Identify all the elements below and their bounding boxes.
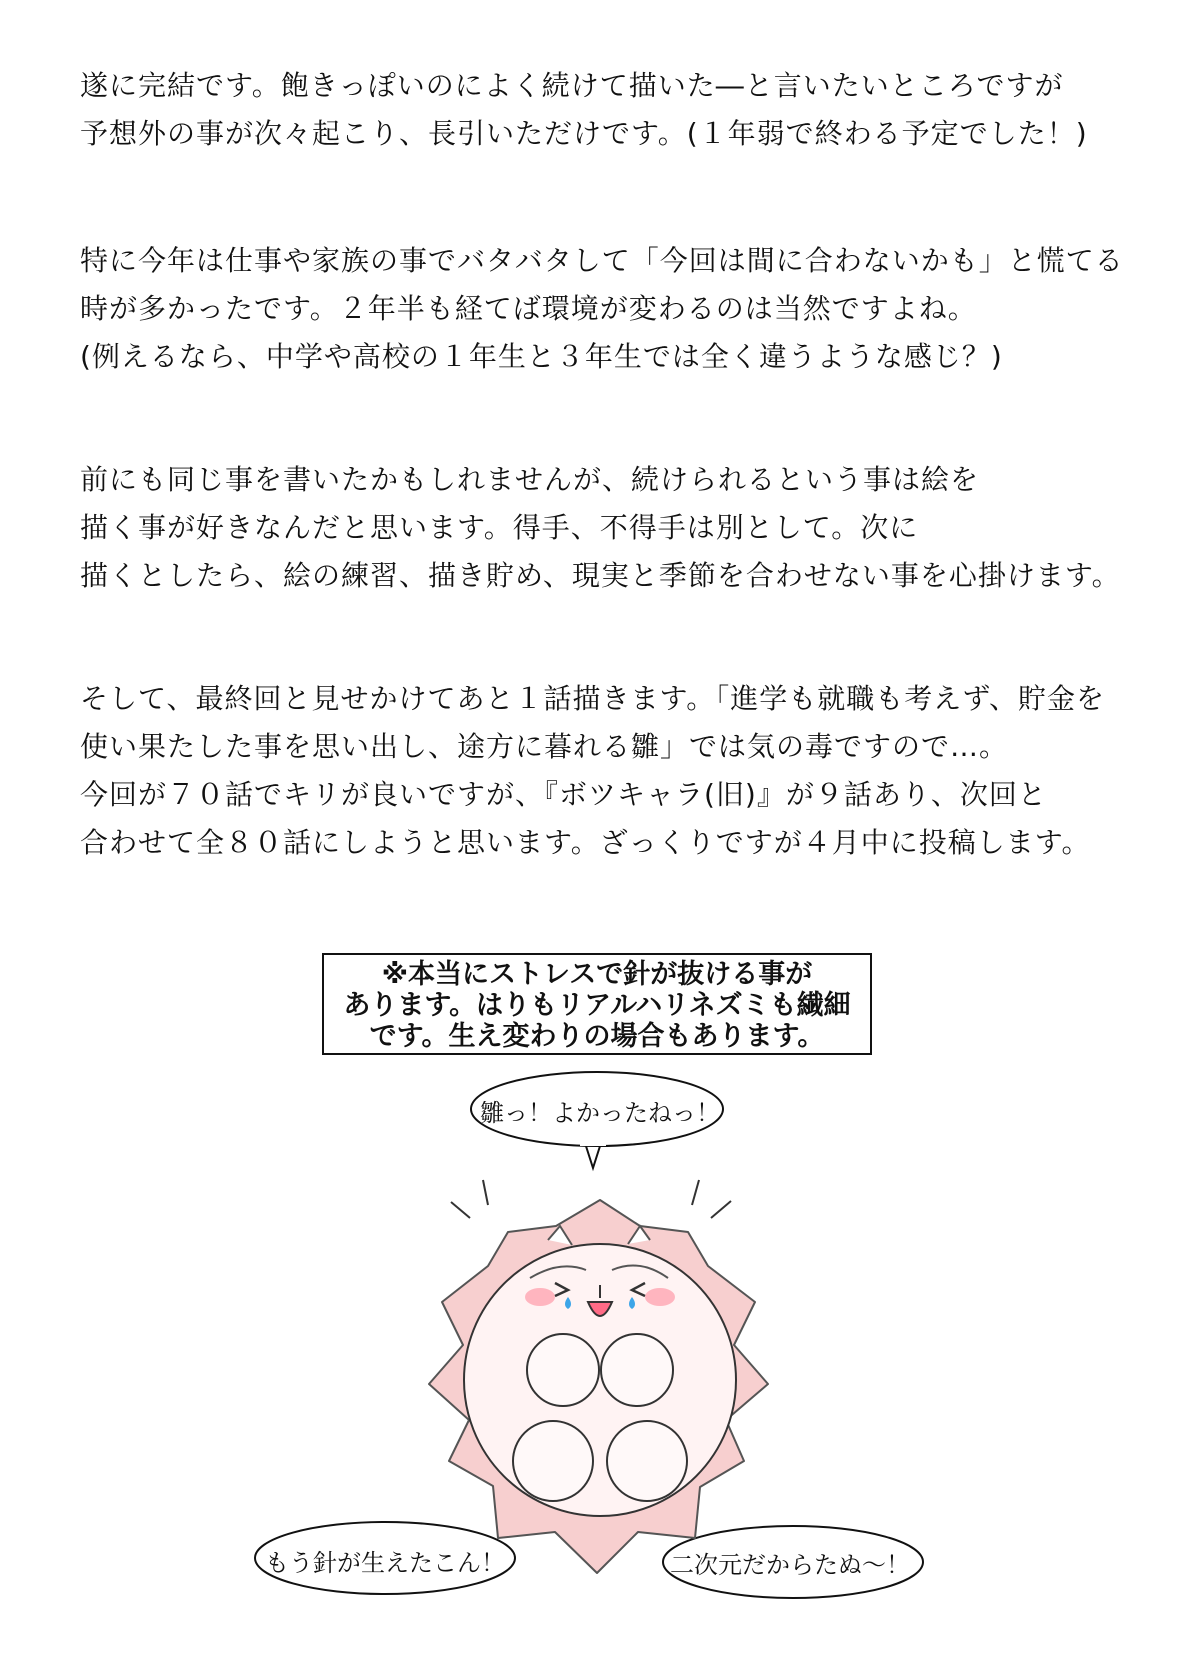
note-line: あります。はりもリアルハリネズミも繊細 (343, 990, 851, 1021)
paragraph-line: 前にも同じ事を書いたかもしれませんが、続けられるという事は絵を (80, 463, 980, 496)
paragraph-line: 特に今年は仕事や家族の事でバタバタして「今回は間に合わないかも」と慌てる (80, 244, 1124, 277)
paragraph-line: 遂に完結です。飽きっぽいのによく続けて描いた―と言いたいところですが (80, 69, 1064, 102)
paragraph-line: 使い果たした事を思い出し、途方に暮れる雛」では気の毒ですので…。 (80, 730, 1009, 763)
hedgehog-character-icon (429, 1200, 768, 1573)
paragraph-line: 描く事が好きなんだと思います。得手、不得手は別として。次に (80, 511, 919, 544)
speech-text-bottom-left: もう針が生えたこん！ (265, 1549, 505, 1577)
speech-text-top: 雛っ！よかったねっ！ (480, 1099, 720, 1127)
speech-text-bottom-right: 二次元だからたぬ～！ (670, 1551, 910, 1579)
paragraph-line: 予想外の事が次々起こり、長引いただけです。(１年弱で終わる予定でした！) (80, 117, 1088, 150)
paragraph-line: 時が多かったです。２年半も経てば環境が変わるのは当然ですよね。 (80, 292, 977, 325)
paragraph-line: 合わせて全８０話にしようと思います。ざっくりですが４月中に投稿します。 (80, 826, 1091, 859)
paragraph-line: そして、最終回と見せかけてあと１話描きます。「進学も就職も考えず、貯金を (80, 682, 1105, 715)
note-line: です。生え変わりの場合もあります。 (369, 1021, 825, 1052)
paragraph-line: (例えるなら、中学や高校の１年生と３年生では全く違うような感じ？) (80, 340, 1003, 373)
paragraph-line: 描くとしたら、絵の練習、描き貯め、現実と季節を合わせない事を心掛けます。 (80, 559, 1121, 592)
note-line: ※本当にストレスで針が抜ける事が (381, 959, 813, 990)
paragraph-line: 今回が７０話でキリが良いですが、『ボツキャラ(旧)』が９話あり、次回と (80, 778, 1047, 811)
